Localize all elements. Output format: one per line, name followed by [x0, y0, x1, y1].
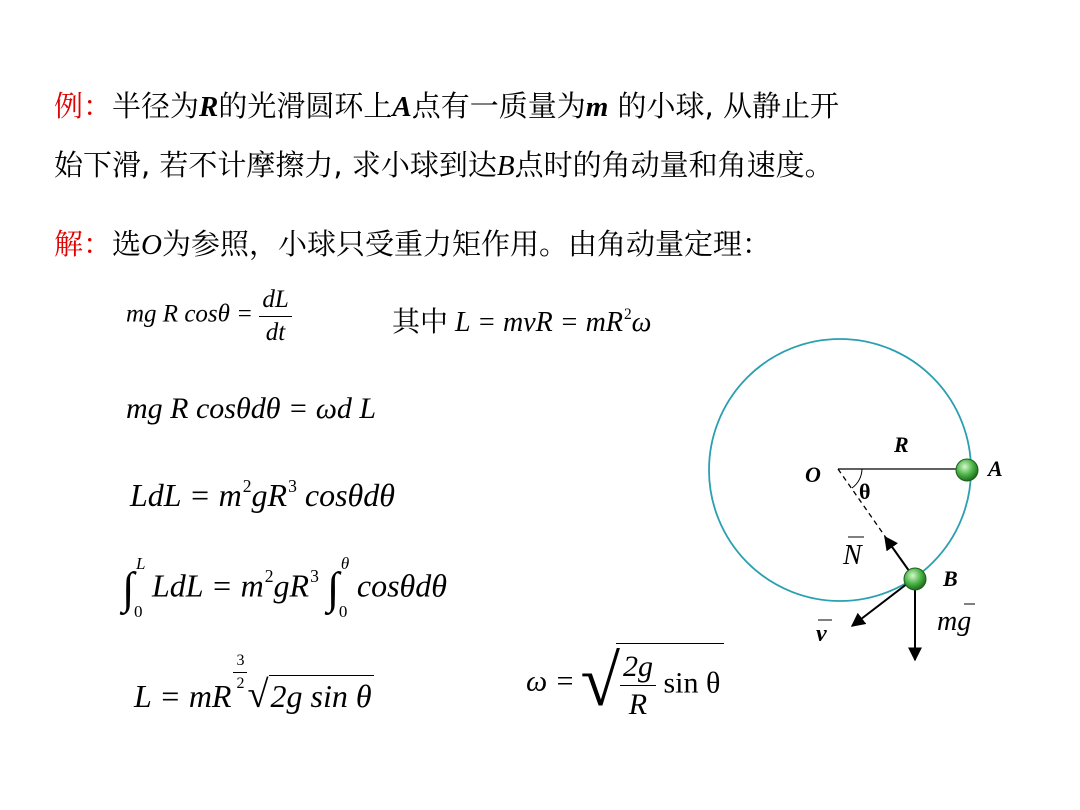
example-line-1: 例：半径为R的光滑圆环上A点有一质量为m 的小球, 从静止开	[54, 89, 839, 123]
equation-1-where: 其中 L = mvR = $mR^2\omega$	[392, 305, 652, 338]
label-a: A	[988, 456, 1003, 481]
sqrt-sign: √	[247, 673, 269, 716]
equation-3: LdL = $m^2gR^3$ cosθdθ	[130, 476, 395, 514]
solution-label: 解：	[54, 227, 113, 261]
label-o: O	[805, 462, 821, 487]
ring-diagram	[690, 320, 1070, 680]
example-label: 例：	[54, 89, 113, 123]
exponent-fraction: $\frac{3}{2}$	[233, 652, 247, 692]
integral-sign-1: ∫ L 0	[122, 554, 146, 621]
solution-line: 解：选O为参照，小球只受重力矩作用。由角动量定理：	[54, 227, 771, 261]
label-theta: θ	[859, 479, 871, 504]
radicand: $\frac{2g}{R}$ sin θ	[616, 643, 724, 721]
label-n: N	[843, 540, 862, 571]
ball-a	[956, 459, 978, 481]
example-line-2: 始下滑, 若不计摩擦力, 求小球到达B点时的角动量和角速度。	[54, 148, 834, 182]
ball-b	[904, 568, 926, 590]
label-b: B	[943, 566, 958, 591]
equation-6: ω = √ $\frac{2g}{R}$ sin θ	[526, 640, 724, 723]
equation-1: mg R cosθ = $\frac{dL}{dt}$	[126, 286, 292, 346]
equation-4: ∫ L 0 LdL = $m^2gR^3$ ∫ θ 0 cosθdθ	[122, 554, 447, 621]
ring-circle	[709, 339, 971, 601]
normal-force-arrow	[885, 537, 912, 575]
integral-sign-2: ∫ θ 0	[326, 554, 350, 621]
equation-5: L = mR $\frac{3}{2}$ √2g sin θ	[134, 652, 372, 716]
fraction-dl-dt: $\frac{dL}{dt}$	[259, 286, 291, 346]
equation-2: mg R cosθdθ = ωd L	[126, 392, 377, 425]
velocity-arrow	[852, 580, 912, 626]
label-v: v	[816, 621, 827, 647]
label-mg: mg	[937, 606, 972, 637]
label-r: R	[894, 432, 909, 457]
sqrt-sign-large: √	[580, 641, 620, 721]
